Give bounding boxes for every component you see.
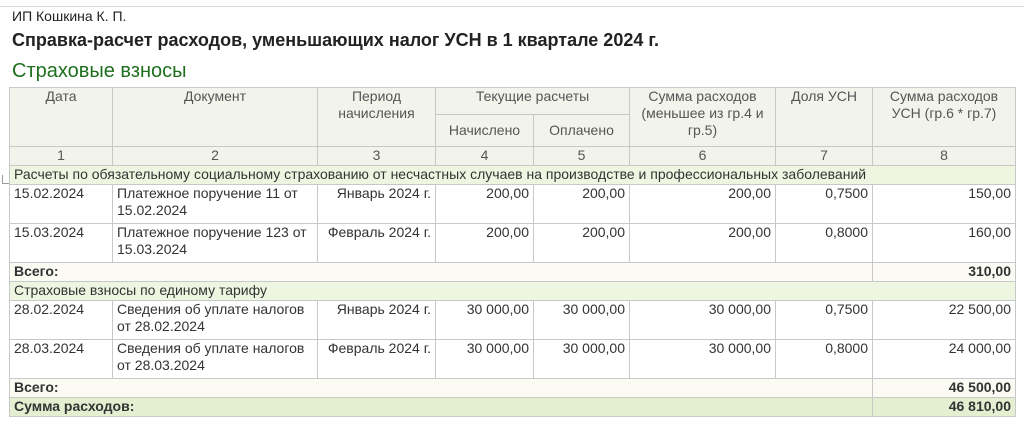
group-header-row[interactable] [10, 166, 1016, 185]
col-number: 4 [436, 147, 534, 166]
table-row[interactable] [10, 185, 1016, 224]
report-title: Справка-расчет расходов, уменьшающих налог УСН в 1 квартале 2024 г. [12, 30, 660, 50]
col-accrued-header: Начислено [436, 115, 534, 147]
cell-usn-expense: 22 500,00 [873, 301, 1016, 340]
group-total-value: 46 500,00 [873, 379, 1016, 398]
col-share-header: Доля УСН [776, 88, 873, 147]
col-number: 7 [776, 147, 873, 166]
table-row[interactable] [10, 301, 1016, 340]
col-expense-header: Сумма расходов (меньшее из гр.4 и гр.5) [630, 88, 776, 147]
column-numbers-row [10, 147, 1016, 166]
cell-date: 15.03.2024 [10, 224, 113, 263]
col-number: 8 [873, 147, 1016, 166]
cell-accrued: 30 000,00 [436, 340, 534, 379]
cell-period: Январь 2024 г. [318, 185, 436, 224]
header-row [10, 88, 1016, 115]
cell-share: 0,8000 [776, 224, 873, 263]
cell-document[interactable]: Платежное поручение 11 от 15.02.2024 [113, 185, 318, 224]
table-row[interactable] [10, 224, 1016, 263]
cell-usn-expense: 160,00 [873, 224, 1016, 263]
col-number: 6 [630, 147, 776, 166]
group-collapse-marker[interactable] [2, 175, 9, 184]
cell-date: 28.03.2024 [10, 340, 113, 379]
col-document-header: Документ [113, 88, 318, 147]
cell-date: 28.02.2024 [10, 301, 113, 340]
group-total-label: Всего: [10, 379, 873, 398]
group-total-label: Всего: [10, 263, 873, 282]
cell-paid: 30 000,00 [534, 340, 630, 379]
group-header-row[interactable] [10, 282, 1016, 301]
cell-period: Февраль 2024 г. [318, 340, 436, 379]
cell-period: Февраль 2024 г. [318, 224, 436, 263]
group-total-row [10, 379, 1016, 398]
col-period-header: Период начисления [318, 88, 436, 147]
table-row[interactable] [10, 340, 1016, 379]
cell-share: 0,8000 [776, 340, 873, 379]
cell-document[interactable]: Сведения об уплате налогов от 28.03.2024 [113, 340, 318, 379]
cell-paid: 200,00 [534, 185, 630, 224]
cell-date: 15.02.2024 [10, 185, 113, 224]
grand-total-value: 46 810,00 [873, 398, 1016, 417]
cell-period: Январь 2024 г. [318, 301, 436, 340]
cell-share: 0,7500 [776, 185, 873, 224]
cell-accrued: 200,00 [436, 224, 534, 263]
cell-paid: 30 000,00 [534, 301, 630, 340]
col-number: 5 [534, 147, 630, 166]
col-date-header: Дата [10, 88, 113, 147]
cell-share: 0,7500 [776, 301, 873, 340]
group-title: Расчеты по обязательному социальному страхованию от несчастных случаев на производстве и профессиональных заболеваний [10, 166, 1016, 185]
cell-expense: 30 000,00 [630, 340, 776, 379]
report-table [9, 87, 1016, 417]
col-current-header: Текущие расчеты [436, 88, 630, 115]
col-usn-expense-header: Сумма расходов УСН (гр.6 * гр.7) [873, 88, 1016, 147]
cell-paid: 200,00 [534, 224, 630, 263]
cell-document[interactable]: Платежное поручение 123 от 15.03.2024 [113, 224, 318, 263]
col-number: 2 [113, 147, 318, 166]
cell-document[interactable]: Сведения об уплате налогов от 28.02.2024 [113, 301, 318, 340]
group-total-value: 310,00 [873, 263, 1016, 282]
cell-usn-expense: 150,00 [873, 185, 1016, 224]
cell-expense: 200,00 [630, 185, 776, 224]
col-number: 1 [10, 147, 113, 166]
group-total-row [10, 263, 1016, 282]
cell-usn-expense: 24 000,00 [873, 340, 1016, 379]
organization-name: ИП Кошкина К. П. [12, 8, 127, 24]
section-title: Страховые взносы [12, 60, 187, 82]
cell-accrued: 200,00 [436, 185, 534, 224]
cell-expense: 30 000,00 [630, 301, 776, 340]
cell-accrued: 30 000,00 [436, 301, 534, 340]
top-divider [0, 6, 1024, 7]
grand-total-row [10, 398, 1016, 417]
cell-expense: 200,00 [630, 224, 776, 263]
grand-total-label: Сумма расходов: [10, 398, 873, 417]
group-title: Страховые взносы по единому тарифу [10, 282, 1016, 301]
col-number: 3 [318, 147, 436, 166]
col-paid-header: Оплачено [534, 115, 630, 147]
